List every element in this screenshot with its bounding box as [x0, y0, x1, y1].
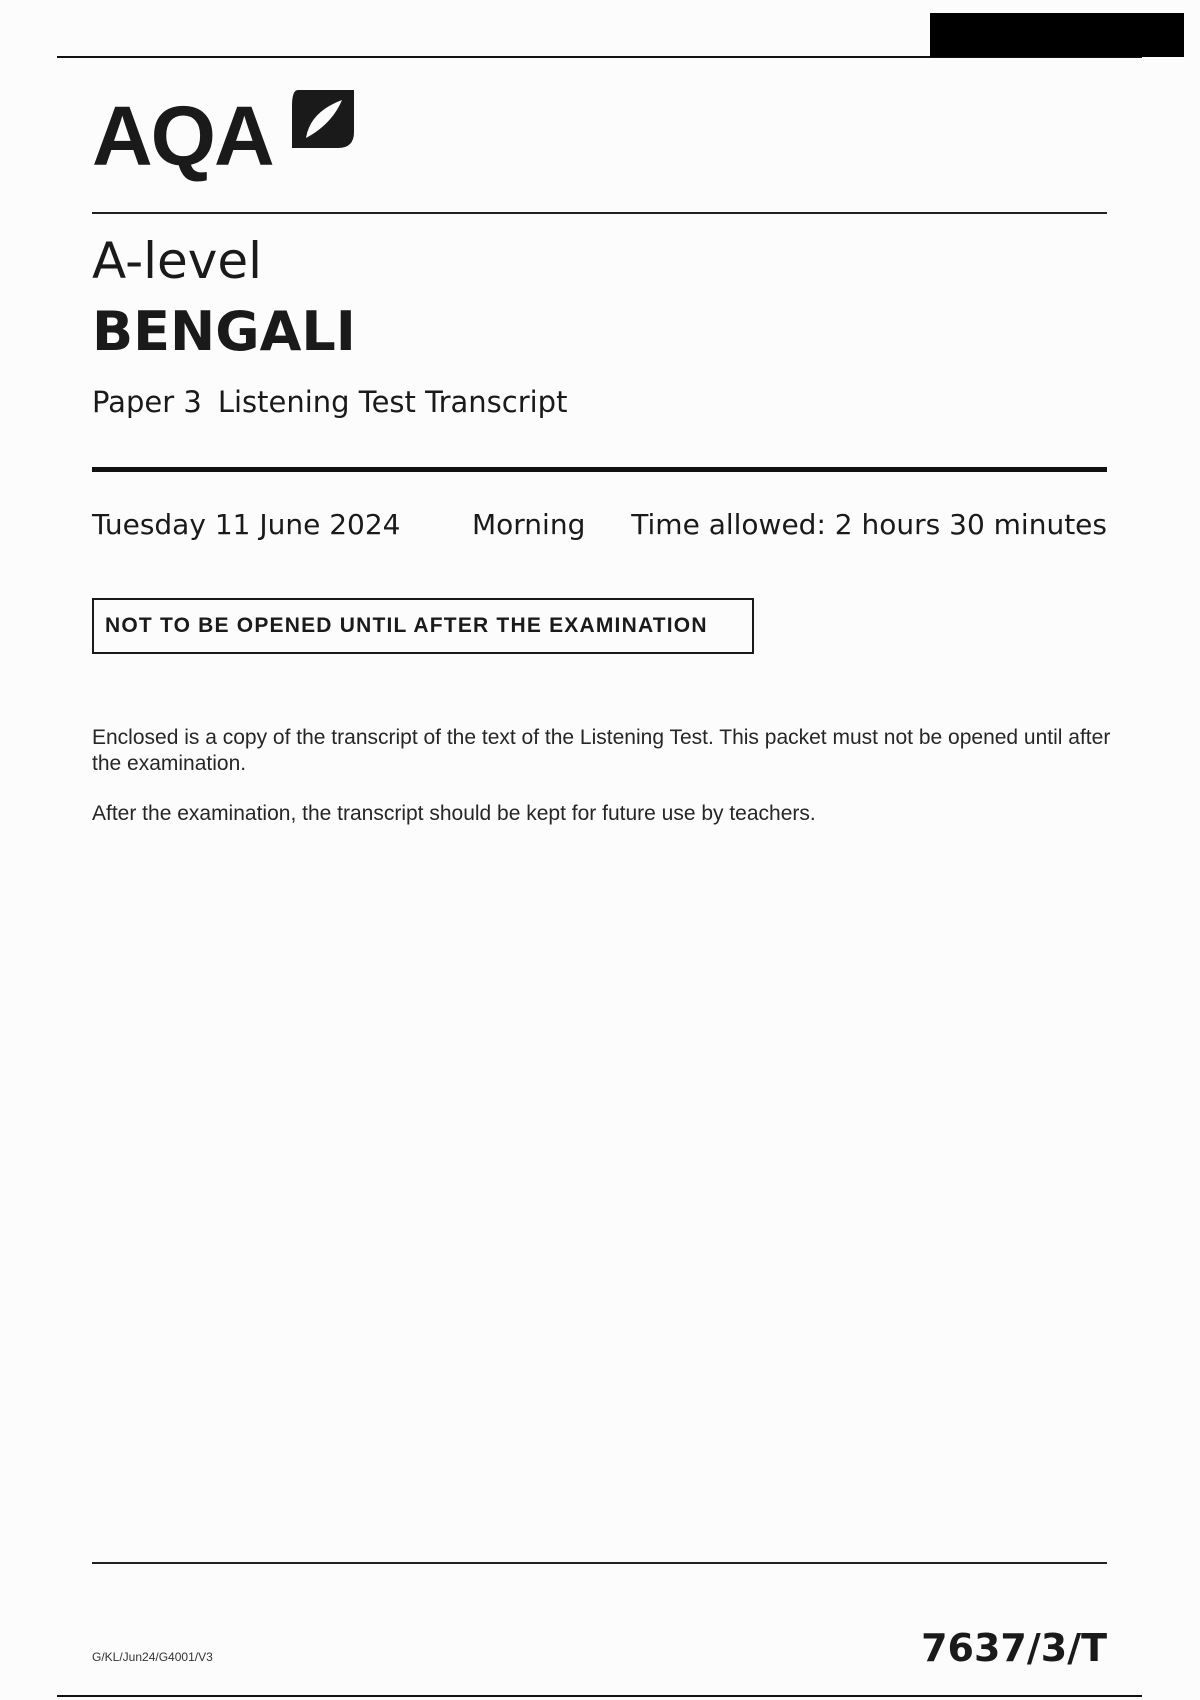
paper-number: Paper 3 — [92, 385, 202, 419]
redaction-block — [930, 13, 1184, 57]
paper-code: 7637/3/T — [921, 1626, 1107, 1670]
time-allowed: Time allowed: 2 hours 30 minutes — [631, 508, 1107, 541]
subject-title: BENGALI — [92, 300, 356, 363]
instructions-paragraph-2: After the examination, the transcript should be kept for future use by teachers. — [92, 802, 816, 825]
notice-box — [92, 598, 754, 654]
paper-title — [92, 382, 567, 422]
bottom-rule — [57, 1695, 1142, 1697]
instructions-paragraph-1: Enclosed is a copy of the transcript of the text of the Listening Test. This packet must not be opened until after the examination. — [92, 726, 1111, 775]
notice-text: NOT TO BE OPENED UNTIL AFTER THE EXAMINATION — [105, 614, 708, 637]
exam-date: Tuesday 11 June 2024 — [92, 508, 401, 541]
exam-session: Morning — [472, 508, 586, 541]
qualification-level: A-level — [92, 232, 263, 290]
aqa-leaf-icon — [292, 90, 354, 148]
paper-name: Listening Test Transcript — [217, 385, 568, 419]
footer-divider — [92, 1562, 1107, 1564]
header-divider — [92, 212, 1107, 214]
logo-text: AQA — [92, 89, 273, 183]
aqa-logo — [92, 90, 354, 182]
document-reference: G/KL/Jun24/G4001/V3 — [92, 1650, 213, 1664]
title-divider — [92, 467, 1107, 472]
